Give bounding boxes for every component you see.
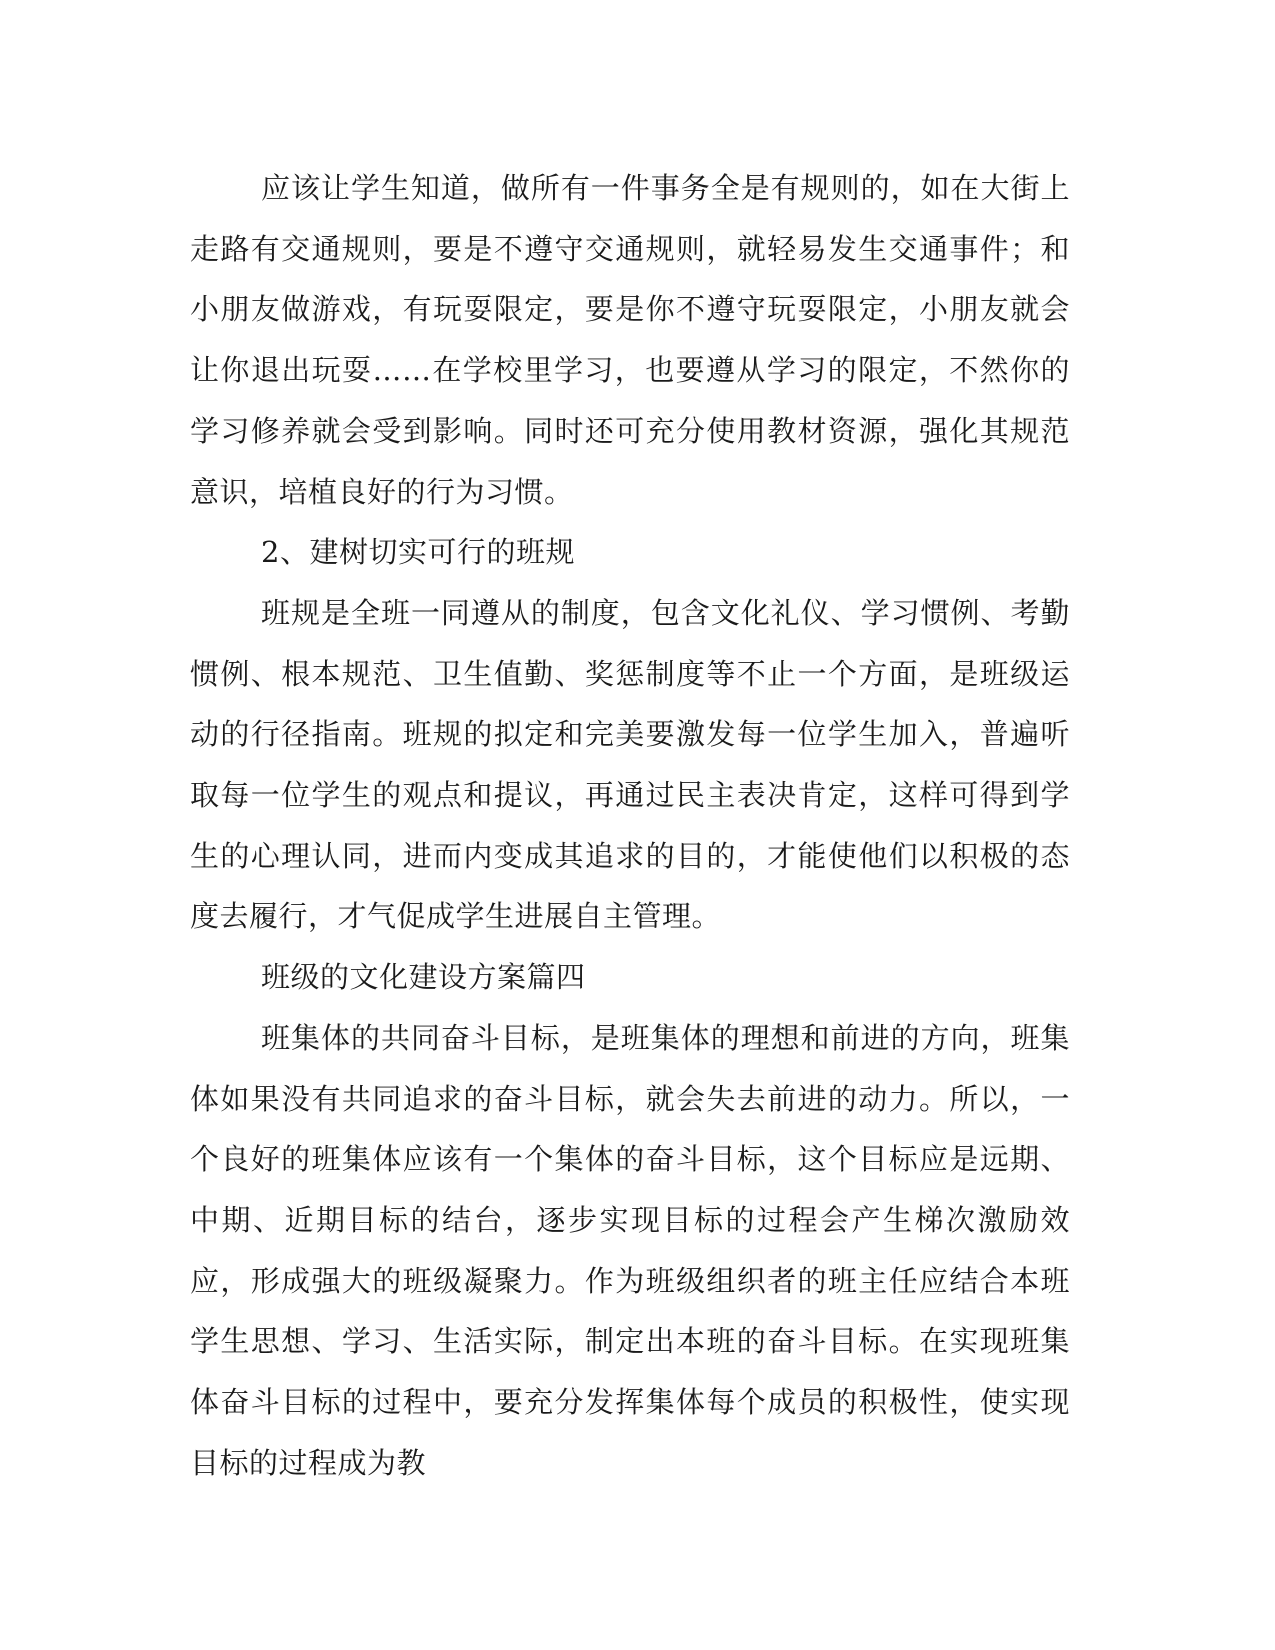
paragraph-common-goals: 班集体的共同奋斗目标，是班集体的理想和前进的方向，班集体如果没有共同追求的奋斗目标，就会失去前进的动力。所以，一个良好的班集体应该有一个集体的奋斗目标，这个目标应是远期、中期、近期目标的结台，逐步实现目标的过程会产生梯次激励效应，形成强大的班级凝聚力。作为班级组织者的班主任应结合本班学生思想、学习、生活实际，制定出本班的奋斗目标。在实现班集体奋斗目标的过程中，要充分发挥集体每个成员的积极性，使实现目标的过程成为教 xyxy=(190,1020,1070,1480)
paragraph-class-rules: 班规是全班一同遵从的制度，包含文化礼仪、学习惯例、考勤惯例、根本规范、卫生值勤、奖惩制度等不止一个方面，是班级运动的行径指南。班规的拟定和完美要激发每一位学生加入，普遍听取每一位学生的观点和提议，再通过民主表决肯定，这样可得到学生的心理认同，进而内变成其追求的目的，才能使他们以积极的态度去履行，才气促成学生进展自主管理。 xyxy=(190,595,1070,934)
section-heading-class-rules: 2、建树切实可行的班规 xyxy=(261,535,575,570)
document-body xyxy=(190,158,1070,1493)
section-heading-plan-four: 班级的文化建设方案篇四 xyxy=(261,960,586,995)
paragraph-rules-awareness: 应该让学生知道，做所有一件事务全是有规则的，如在大街上走路有交通规则，要是不遵守交通规则，就轻易发生交通事件；和小朋友做游戏，有玩耍限定，要是你不遵守玩耍限定，小朋友就会让你退出玩耍……在学校里学习，也要遵从学习的限定，不然你的学习修养就会受到影响。同时还可充分使用教材资源，强化其规范意识，培植良好的行为习惯。 xyxy=(190,171,1070,509)
